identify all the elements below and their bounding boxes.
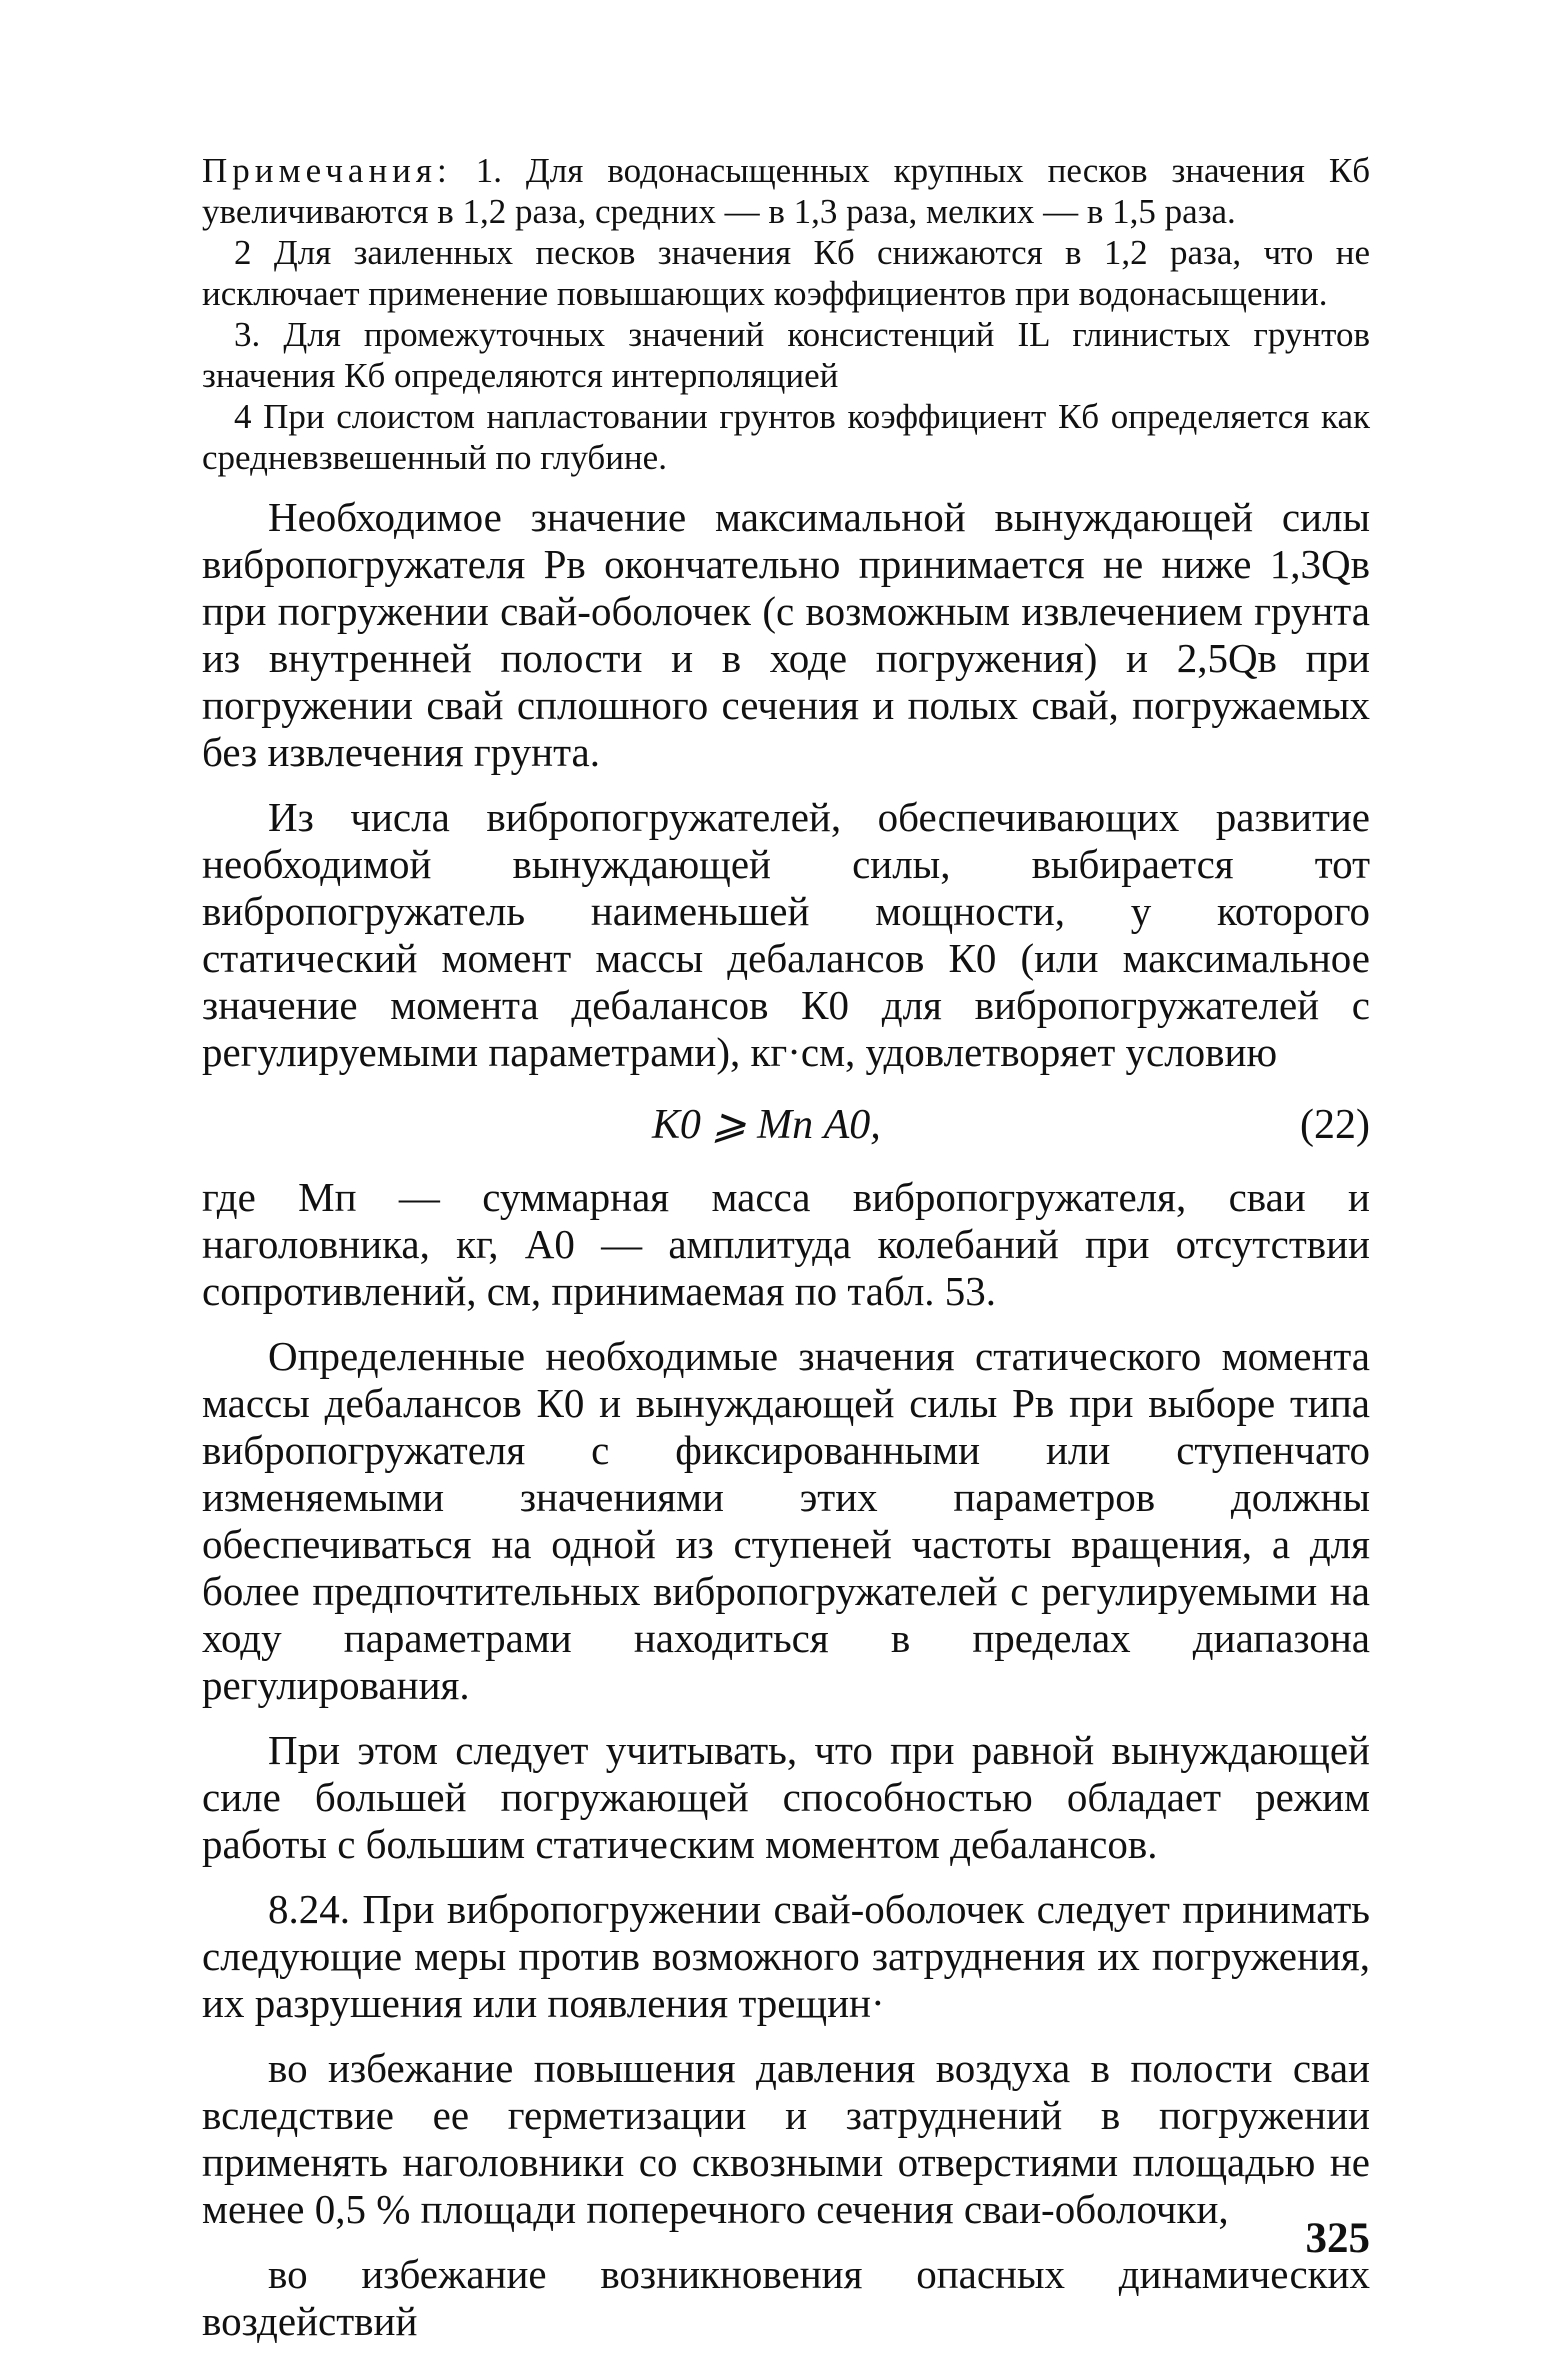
page-content bbox=[202, 150, 1370, 2363]
paragraph-3: где Mп — суммарная масса вибропогружателя, сваи и наголовника, кг, A0 — амплитуда колебаний при отсутствии сопротивлений, см, принимаемая по табл. 53. bbox=[202, 1174, 1370, 1314]
notes-heading: Примечания: bbox=[202, 151, 452, 190]
formula-expression: К0 ⩾ Mп A0, bbox=[652, 1102, 881, 1148]
note-1-text: 1. Для водонасыщенных крупных песков значения Кб увеличиваются в 1,2 раза, средних — в 1,3 раза, мелких — в 1,5 раза. bbox=[202, 151, 1370, 231]
paragraph-2: Из числа вибропогружателей, обеспечивающих развитие необходимой вынуждающей силы, выбирается тот вибропогружатель наименьшей мощности, у которого статический момент массы дебалансов К0 (или максимальное значение момента дебалансов К0 для вибропогружателей с регулируемыми параметрами), кг·см, удовлетворяет условию bbox=[202, 794, 1370, 1075]
main-text bbox=[202, 494, 1370, 2345]
formula-number: (22) bbox=[1300, 1102, 1370, 1148]
note-4: 4 При слоистом напластовании грунтов коэффициент Кб определяется как средневзвешенный по глубине. bbox=[202, 397, 1370, 477]
formula-22 bbox=[202, 1094, 1370, 1154]
note-3: 3. Для промежуточных значений консистенций IL глинистых грунтов значения Кб определяются интерполяцией bbox=[202, 315, 1370, 395]
paragraph-4: Определенные необходимые значения статического момента массы дебалансов К0 и вынуждающей силы Pв при выборе типа вибропогружателя с фиксированными или ступенчато изменяемыми значениями этих параметров должны обеспечиваться на одной из ступеней частоты вращения, а для более предпочтительных вибропогружателей с регулируемыми на ходу параметрами находиться в пределах диапазона регулирования. bbox=[202, 1333, 1370, 1708]
note-2: 2 Для заиленных песков значения Кб снижаются в 1,2 раза, что не исключает применение повышающих коэффициентов при водонасыщении. bbox=[202, 233, 1370, 313]
page-number: 325 bbox=[1305, 2215, 1370, 2262]
paragraph-8: во избежание возникновения опасных динамических воздействий bbox=[202, 2251, 1370, 2344]
paragraph-5: При этом следует учитывать, что при равной вынуждающей силе большей погружающей способностью обладает режим работы с большим статическим моментом дебалансов. bbox=[202, 1727, 1370, 1867]
notes-block bbox=[202, 150, 1370, 478]
paragraph-7: во избежание повышения давления воздуха в полости сваи вследствие ее герметизации и затруднений в погружении применять наголовники со сквозными отверстиями площадью не менее 0,5 % площади поперечного сечения сваи-оболочки, bbox=[202, 2045, 1370, 2232]
paragraph-1: Необходимое значение максимальной вынуждающей силы вибропогружателя Pв окончательно принимается не ниже 1,3Qв при погружении свай-оболочек (с возможным извлечением грунта из внутренней полости и в ходе погружения) и 2,5Qв при погружении свай сплошного сечения и полых свай, погружаемых без извлечения грунта. bbox=[202, 494, 1370, 775]
paragraph-6: 8.24. При вибропогружении свай-оболочек следует принимать следующие меры против возможного затруднения их погружения, их разрушения или появления трещин· bbox=[202, 1886, 1370, 2026]
note-1 bbox=[202, 150, 1370, 232]
